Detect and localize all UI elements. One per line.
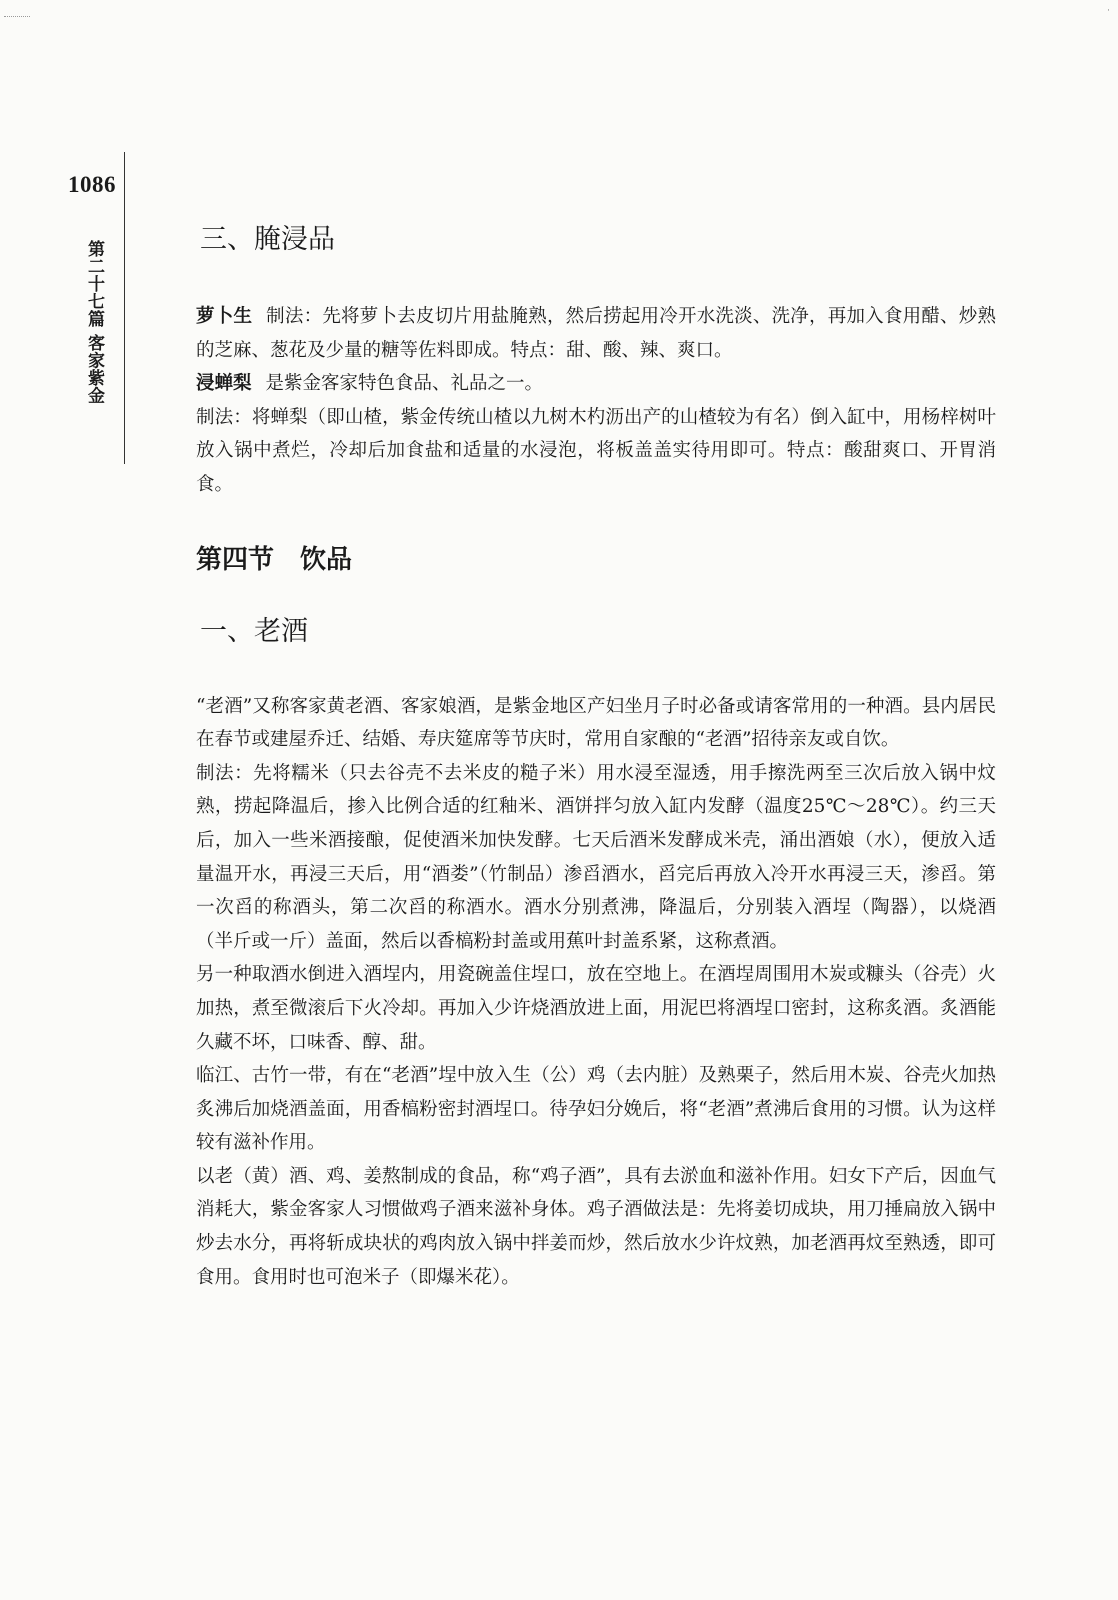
entry-hawthorn-intro: [196, 367, 996, 401]
entry-text-hawthorn-intro: 是紫金客家特色食品、礼品之一。: [265, 373, 544, 395]
entry-hawthorn-method: 制法：将蝉梨（即山楂，紫金传统山楂以九树木杓沥出产的山楂较为有名）倒入缸中，用杨梓树叶放入锅中煮烂，冷却后加食盐和适量的水浸泡，将板盖盖实待用即可。特点：酸甜爽口、开胃消食。: [196, 406, 996, 495]
running-head: 第二十七篇 客家紫金: [84, 240, 104, 404]
margin-divider: [124, 152, 125, 464]
page-body: [196, 210, 996, 1294]
wine-paragraph: 临江、古竹一带，有在“老酒”埕中放入生（公）鸡（去内脏）及熟栗子，然后用木炭、谷壳火加热炙沸后加烧酒盖面，用香槁粉密封酒埕口。待孕妇分娩后，将“老酒”煮沸后食用的习惯。认为这样较有滋补作用。: [196, 1065, 996, 1154]
section-heading-pickles: 三、腌浸品: [200, 224, 335, 255]
wine-paragraph: 以老（黄）酒、鸡、姜熬制成的食品，称“鸡子酒”，具有去淤血和滋补作用。妇女下产后，因血气消耗大，紫金客家人习惯做鸡子酒来滋补身体。鸡子酒做法是：先将姜切成块，用刀捶扁放入锅中炒去水分，再将斩成块状的鸡肉放入锅中拌姜而炒，然后放水少许炆熟，加老酒再炆至熟透，即可食用。食用时也可泡米子（即爆米花）。: [196, 1165, 996, 1288]
page-number: 1086: [68, 172, 116, 197]
entry-text-radish: 制法：先将萝卜去皮切片用盐腌熟，然后捞起用冷开水洗淡、洗净，再加入食用醋、炒熟的芝麻、葱花及少量的糖等佐料即成。特点：甜、酸、辣、爽口。: [196, 306, 996, 361]
scan-artifact-mark: ·: [1107, 6, 1110, 16]
wine-paragraph: 另一种取酒水倒进入酒埕内，用瓷碗盖住埕口，放在空地上。在酒埕周围用木炭或糠头（谷壳）火加热，煮至微滚后下火冷却。再加入少许烧酒放进上面，用泥巴将酒埕口密封，这称炙酒。炙酒能久藏不坏，口味香、醇、甜。: [196, 964, 996, 1053]
chapter-heading-drinks: 第四节 饮品: [196, 544, 353, 575]
scan-artifact-line: [4, 16, 30, 17]
wine-paragraph: “老酒”又称客家黄老酒、客家娘酒，是紫金地区产妇坐月子时必备或请客常用的一种酒。县内居民在春节或建屋乔迁、结婚、寿庆筵席等节庆时，常用自家酿的“老酒”招待亲友或自饮。: [196, 695, 996, 751]
wine-paragraph: 制法：先将糯米（只去谷壳不去米皮的糙子米）用水浸至湿透，用手擦洗两至三次后放入锅中炆熟，捞起降温后，掺入比例合适的红釉米、酒饼拌匀放入缸内发酵（温度25℃～28℃）。约三天后，加入一些米酒接酿，促使酒米加快发酵。七天后酒米发酵成米壳，涌出酒娘（水），便放入适量温开水，再浸三天后，用“酒娄”（竹制品）渗舀酒水，舀完后再放入冷开水再浸三天，渗舀。第一次舀的称酒头，第二次舀的称酒水。酒水分别煮沸，降温后，分别装入酒埕（陶器），以烧酒（半斤或一斤）盖面，然后以香槁粉封盖或用蕉叶封盖系紧，这称煮酒。: [196, 762, 996, 952]
entry-radish: [196, 300, 996, 367]
entry-term-hawthorn: 浸蝉梨: [196, 373, 252, 395]
section-heading-wine: 一、老酒: [200, 615, 308, 647]
entry-term-radish: 萝卜生: [196, 306, 253, 327]
